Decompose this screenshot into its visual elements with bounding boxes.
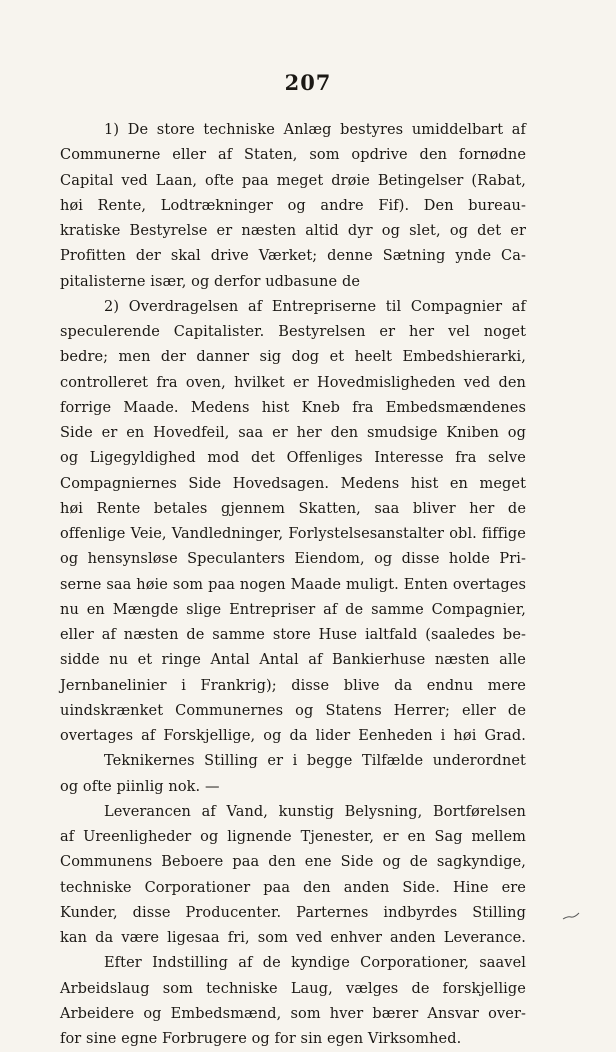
text-line: 2) Overdragelsen af Entrepriserne til Compagnier af	[104, 298, 526, 315]
text-line: 1) De store techniske Anlæg bestyres umiddelbart af	[104, 122, 526, 138]
text-line: offenlige Veie, Vandledninger, Forlystelsesanstalter obl. fiffige	[60, 526, 526, 542]
text-line: Leverancen af Vand, kunstig Belysning, Bortførelsen	[104, 803, 526, 820]
text-line: og hensynsløse Speculanters Eiendom, og disse holde Pri-	[60, 551, 526, 568]
body-text	[60, 118, 526, 1052]
text-line: Compagniernes Side Hovedsagen. Medens hist en meget	[60, 475, 526, 492]
text-line: kan da være ligesaa fri, som ved enhver anden Leverance.	[60, 930, 526, 946]
text-line: Arbeidere og Embedsmænd, som hver bærer Ansvar over-	[60, 1005, 526, 1022]
text-line: serne saa høie som paa nogen Maade muligt. Enten overtages	[60, 576, 526, 593]
page-number: 207	[284, 70, 332, 95]
text-line: og Ligegyldighed mod det Offenliges Interesse fra selve	[60, 450, 526, 467]
text-line: sidde nu et ringe Antal Antal af Bankierhuse næsten alle	[60, 652, 526, 669]
text-line: kratiske Bestyrelse er næsten altid dyr og slet, og det er	[60, 223, 526, 239]
text-line: Efter Indstilling af de kyndige Corporationer, saavel	[104, 955, 526, 972]
text-line: høi Rente, Lodtrækninger og andre Fif). Den bureau-	[60, 197, 526, 214]
text-line: Communens Beboere paa den ene Side og de sagkyndige,	[60, 854, 526, 871]
text-line: controlleret fra oven, hvilket er Hovedmisligheden ved den	[60, 374, 526, 391]
text-line: forrige Maade. Medens hist Kneb fra Embedsmændenes	[60, 399, 526, 416]
text-line: techniske Corporationer paa den anden Side. Hine ere	[60, 879, 526, 896]
text-line: Jernbanelinier i Frankrig); disse blive da endnu mere	[60, 677, 526, 694]
text-line: Teknikernes Stilling er i begge Tilfælde underordnet	[104, 753, 526, 770]
ink-mark	[562, 912, 580, 920]
text-line: Profitten der skal drive Værket; denne Sætning ynde Ca-	[60, 248, 526, 265]
text-line: speculerende Capitalister. Bestyrelsen er her vel noget	[60, 324, 526, 340]
text-line: Kunder, disse Producenter. Parternes indbyrdes Stilling	[60, 904, 526, 921]
text-line: bedre; men der danner sig dog et heelt Embedshierarki,	[60, 349, 526, 366]
text-line: høi Rente betales gjennem Skatten, saa bliver her de	[60, 500, 526, 517]
text-line: Capital ved Laan, ofte paa meget drøie Betingelser (Rabat,	[60, 172, 526, 189]
text-line: Arbeidslaug som techniske Laug, vælges de forskjellige	[60, 980, 526, 997]
text-line: for sine egne Forbrugere og for sin egen Virksomhed.	[60, 1031, 462, 1047]
text-line: og ofte piinlig nok. —	[60, 778, 220, 795]
text-line: overtages af Forskjellige, og da lider Eenheden i høi Grad.	[60, 728, 526, 744]
text-line: Side er en Hovedfeil, saa er her den smudsige Kniben og	[60, 425, 526, 441]
text-line: Communerne eller af Staten, som opdrive den fornødne	[60, 147, 526, 164]
text-line: uindskrænket Communernes og Statens Herrer; eller de	[60, 702, 526, 719]
text-line: af Ureenligheder og lignende Tjenester, er en Sag mellem	[60, 829, 526, 845]
text-line: pitalisterne især, og derfor udbasune de	[60, 273, 361, 290]
text-line: nu en Mængde slige Entrepriser af de samme Compagnier,	[60, 601, 526, 618]
text-line: eller af næsten de samme store Huse ialtfald (saaledes be-	[60, 627, 526, 643]
